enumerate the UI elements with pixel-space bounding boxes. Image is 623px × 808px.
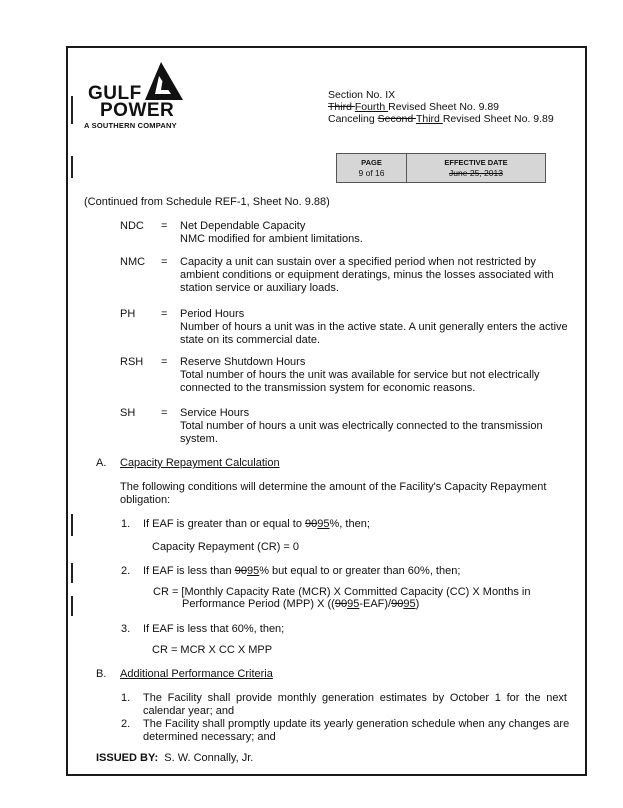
definition-equals: =	[161, 407, 168, 419]
effective-date-cell: EFFECTIVE DATE June 25, 2013	[444, 158, 508, 178]
section-number: Section No. IX	[328, 89, 396, 101]
definition-term: PH	[120, 308, 136, 320]
definition-equals: =	[161, 356, 168, 368]
definition-term: NMC	[120, 256, 146, 268]
definition-text: state on its commercial date.	[180, 334, 321, 346]
revision-bar	[71, 514, 73, 536]
issued-by: ISSUED BY: S. W. Connally, Jr.	[96, 752, 254, 764]
criteria-text: calendar year; and	[143, 705, 235, 717]
criteria-text: The Facility shall provide monthly generation estimates by October 1 for the next	[143, 692, 567, 704]
revision-bar	[71, 563, 73, 583]
definition-equals: =	[161, 256, 168, 268]
condition-text: If EAF is less that 60%, then;	[143, 623, 285, 635]
logo-sub: A SOUTHERN COMPANY	[84, 121, 177, 130]
page-cell: PAGE 9 of 16	[337, 154, 407, 182]
formula: CR = MCR X CC X MPP	[152, 644, 273, 656]
definition-text: Period Hours	[180, 308, 245, 320]
definition-text: station service or auxiliary loads.	[180, 282, 339, 294]
definition-term: SH	[120, 407, 136, 419]
definition-text: Reserve Shutdown Hours	[180, 356, 306, 368]
list-number: 2.	[121, 718, 131, 730]
definition-equals: =	[161, 220, 168, 232]
section-b-title: Additional Performance Criteria	[120, 668, 273, 680]
definition-text: connected to the transmission system for economic reasons.	[180, 382, 476, 394]
section-b-letter: B.	[96, 668, 107, 680]
section-a-letter: A.	[96, 457, 107, 469]
definition-equals: =	[161, 308, 168, 320]
definition-text: Service Hours	[180, 407, 250, 419]
definition-text: Number of hours a unit was in the active state. A unit generally enters the active	[180, 321, 568, 333]
definition-text: ambient conditions or equipment deratings, minus the losses associated with	[180, 269, 554, 281]
section-a-title: Capacity Repayment Calculation	[120, 457, 280, 469]
criteria-text: The Facility shall promptly update its yearly generation schedule when any changes are	[143, 718, 570, 730]
formula: Performance Period (MPP) X ((9095-EAF)/9095)	[182, 598, 420, 610]
logo-line2: POWER	[100, 100, 175, 121]
logo-line1: GULF	[88, 83, 142, 104]
criteria-text: determined necessary; and	[143, 731, 276, 743]
list-number: 1.	[121, 518, 131, 530]
definition-text: Capacity a unit can sustain over a specified period when not restricted by	[180, 256, 536, 268]
continued-note: (Continued from Schedule REF-1, Sheet No. 9.88)	[84, 196, 330, 208]
definition-text: system.	[180, 433, 218, 445]
section-a-intro: obligation:	[120, 494, 171, 506]
section-a-intro: The following conditions will determine the amount of the Facility's Capacity Repayment	[120, 481, 547, 493]
definition-term: RSH	[120, 356, 144, 368]
list-number: 2.	[121, 565, 131, 577]
definition-text: Total number of hours the unit was available for service but not electrically	[180, 369, 540, 381]
list-number: 3.	[121, 623, 131, 635]
revision-bar	[71, 96, 73, 124]
condition-text: If EAF is less than 9095% but equal to or greater than 60%, then;	[143, 565, 461, 577]
revision-bar	[71, 156, 73, 178]
page-info-box	[336, 153, 546, 183]
definition-text: Total number of hours a unit was electrically connected to the transmission	[180, 420, 543, 432]
canceling-sheet: Canceling Second Third Revised Sheet No. 9.89	[328, 113, 554, 125]
definition-term: NDC	[120, 220, 144, 232]
definition-text: Net Dependable Capacity	[180, 220, 306, 232]
formula: Capacity Repayment (CR) = 0	[152, 541, 300, 553]
definition-text: NMC modified for ambient limitations.	[180, 233, 363, 245]
list-number: 1.	[121, 692, 131, 704]
formula: CR = [Monthly Capacity Rate (MCR) X Committed Capacity (CC) X Months in	[153, 586, 531, 598]
revision-bar	[71, 596, 73, 616]
sheet-number: Third Fourth Revised Sheet No. 9.89	[328, 101, 500, 113]
condition-text: If EAF is greater than or equal to 9095%, then;	[143, 518, 370, 530]
logo-mark-icon	[141, 60, 185, 104]
